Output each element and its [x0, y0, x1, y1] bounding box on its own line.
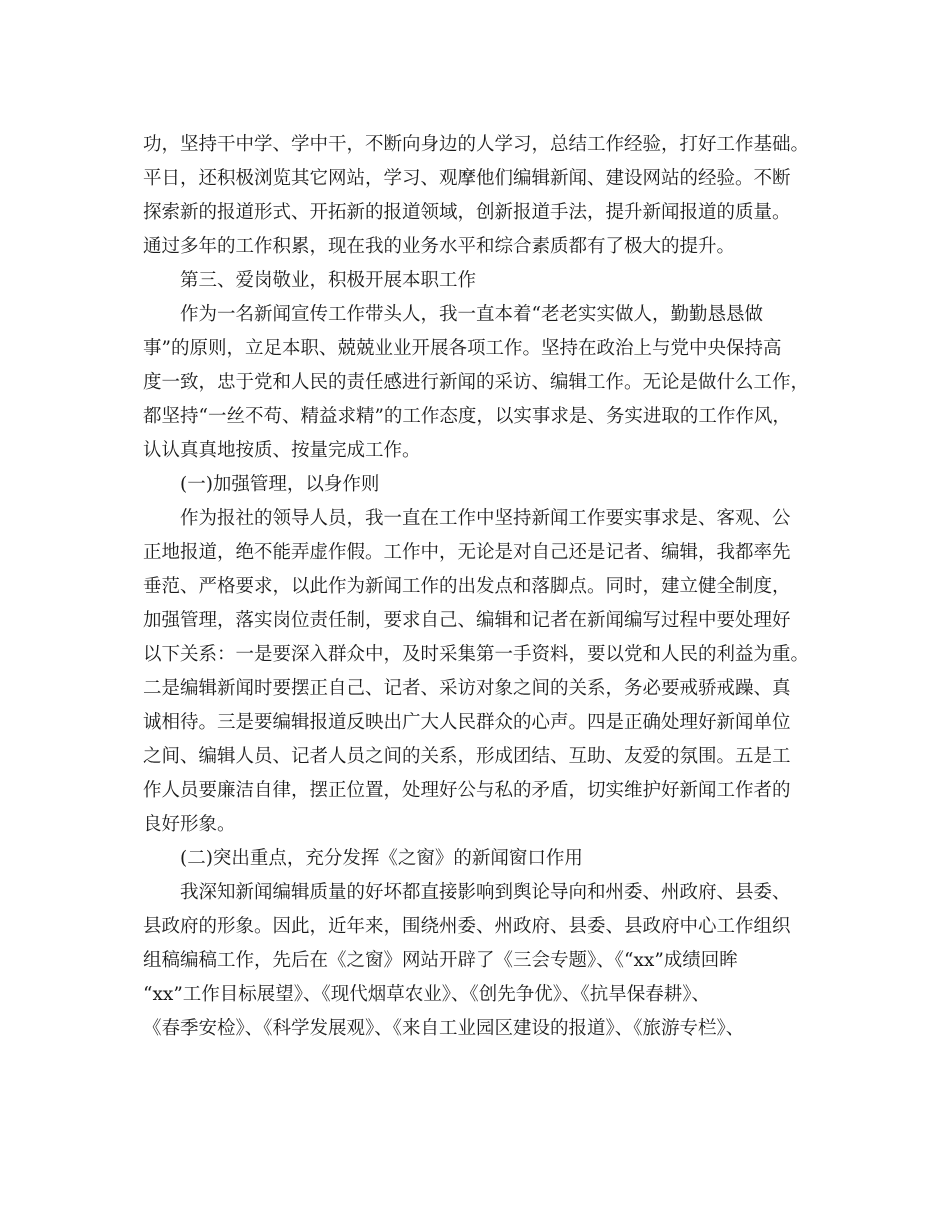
paragraph-line: 通过多年的工作积累，现在我的业务水平和综合素质都有了极大的提升。: [143, 236, 736, 257]
paragraph-line-indented: (一)加强管理，以身作则: [180, 474, 380, 495]
body-text: [143, 128, 813, 1046]
paragraph-line: 作人员要廉洁自律，摆正位置，处理好公与私的矛盾，切实维护好新闻工作者的: [143, 780, 791, 801]
paragraph-line: 良好形象。: [143, 814, 236, 835]
paragraph-line: 事”的原则，立足本职、兢兢业业开展各项工作。坚持在政治上与党中央保持高: [143, 338, 782, 359]
paragraph-line: 二是编辑新闻时要摆正自己、记者、采访对象之间的关系，务必要戒骄戒躁、真: [143, 678, 791, 699]
paragraph-line-indented: 第三、爱岗敬业，积极开展本职工作: [180, 270, 477, 291]
paragraph-line: 平日，还积极浏览其它网站，学习、观摩他们编辑新闻、建设网站的经验。不断: [143, 168, 791, 189]
paragraph-line: 探索新的报道形式、开拓新的报道领域，创新报道手法，提升新闻报道的质量。: [143, 202, 791, 223]
paragraph-line-indented: (二)突出重点，充分发挥《之窗》的新闻窗口作用: [180, 848, 583, 869]
paragraph-line: 《春季安检》、《科学发展观》、《来自工业园区建设的报道》、《旅游专栏》、: [143, 1018, 745, 1039]
paragraph-line: 正地报道，绝不能弄虚作假。工作中，无论是对自己还是记者、编辑，我都率先: [143, 542, 791, 563]
paragraph-line: “xx”工作目标展望》、《现代烟草农业》、《创先争优》、《抗旱保春耕》、: [143, 984, 711, 1005]
paragraph-line: 县政府的形象。因此，近年来，围绕州委、州政府、县委、县政府中心工作组织: [143, 916, 791, 937]
paragraph-line: 度一致，忠于党和人民的责任感进行新闻的采访、编辑工作。无论是做什么工作，: [143, 372, 810, 393]
paragraph-line: 功，坚持干中学、学中干，不断向身边的人学习，总结工作经验，打好工作基础。: [143, 134, 810, 155]
paragraph-line: 以下关系：一是要深入群众中，及时采集第一手资料，要以党和人民的利益为重。: [143, 644, 810, 665]
paragraph-line-indented: 作为一名新闻宣传工作带头人，我一直本着“老老实实做人，勤勤恳恳做: [180, 304, 763, 325]
paragraph-line-indented: 我深知新闻编辑质量的好坏都直接影响到舆论导向和州委、州政府、县委、: [180, 882, 791, 903]
paragraph-line-indented: 作为报社的领导人员，我一直在工作中坚持新闻工作要实事求是、客观、公: [180, 508, 791, 529]
paragraph-line: 认认真真地按质、按量完成工作。: [143, 440, 421, 461]
paragraph-line: 垂范、严格要求，以此作为新闻工作的出发点和落脚点。同时，建立健全制度，: [143, 576, 791, 597]
paragraph-line: 加强管理，落实岗位责任制，要求自己、编辑和记者在新闻编写过程中要处理好: [143, 610, 791, 631]
paragraph-line: 都坚持“一丝不苟、精益求精”的工作态度，以实事求是、务实进取的工作作风，: [143, 406, 791, 427]
paragraph-line: 之间、编辑人员、记者人员之间的关系，形成团结、互助、友爱的氛围。五是工: [143, 746, 791, 767]
paragraph-line: 组稿编稿工作，先后在《之窗》网站开辟了《三会专题》、《“xx”成绩回眸: [143, 950, 738, 971]
paragraph-line: 诚相待。三是要编辑报道反映出广大人民群众的心声。四是正确处理好新闻单位: [143, 712, 791, 733]
